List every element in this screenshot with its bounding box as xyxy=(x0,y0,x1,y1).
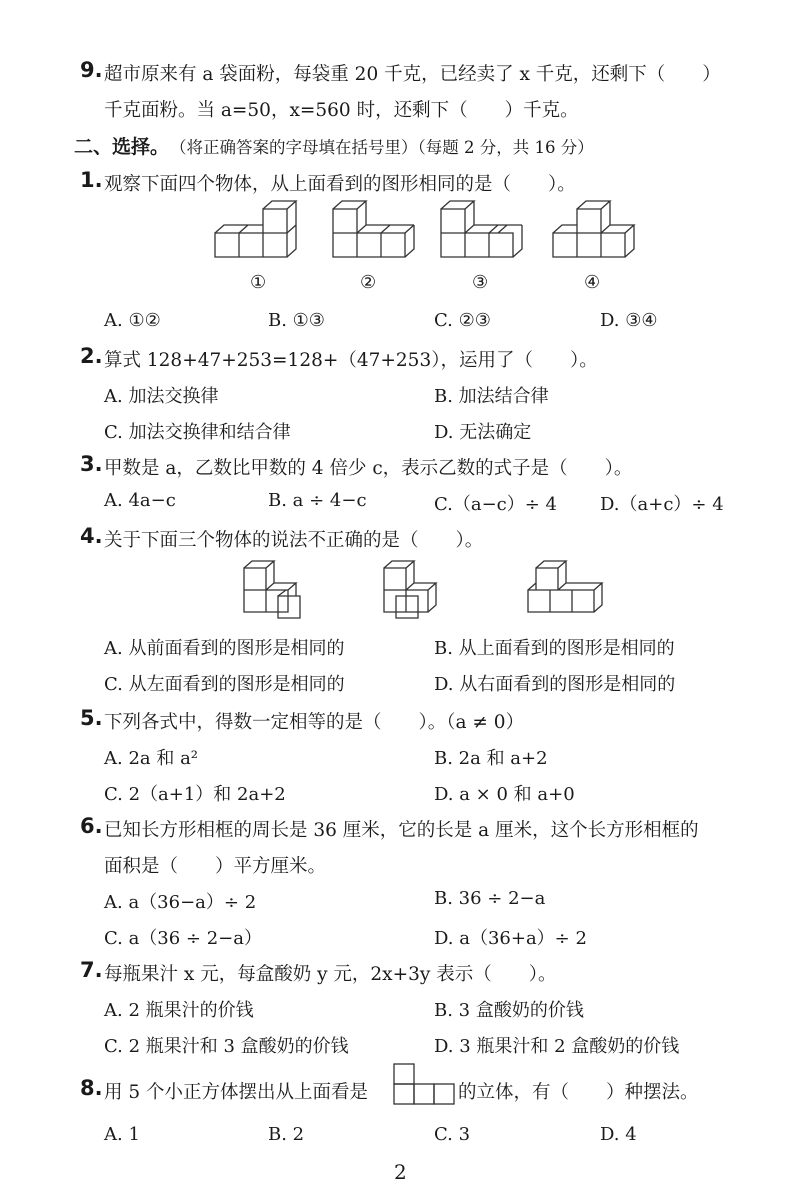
q1-option-a: A. ①② xyxy=(104,310,161,331)
q7-option-d: D. 3 瓶果汁和 2 盒酸奶的价钱 xyxy=(434,1036,680,1057)
question-2-number: 2. xyxy=(80,344,103,368)
q5-option-b: B. 2a 和 a+2 xyxy=(434,748,548,769)
question-9-line-2: 千克面粉。当 a=50，x=560 时，还剩下（ ）千克。 xyxy=(104,100,579,121)
q8-option-b: B. 2 xyxy=(268,1124,305,1145)
q4-option-d: D. 从右面看到的图形是相同的 xyxy=(434,674,676,695)
question-4-text: 关于下面三个物体的说法不正确的是（ ）。 xyxy=(104,530,484,551)
q5-option-a: A. 2a 和 a² xyxy=(104,748,199,769)
q1-label-1: ① xyxy=(250,272,267,293)
question-1-number: 1. xyxy=(80,168,103,192)
q1-option-b: B. ①③ xyxy=(268,310,325,331)
question-8-text-before: 用 5 个小正方体摆出从上面看是 xyxy=(104,1082,369,1103)
section-2-note: （将正确答案的字母填在括号里）（每题 2 分，共 16 分） xyxy=(170,138,594,157)
q3-option-b: B. a ÷ 4−c xyxy=(268,490,367,511)
q1-option-c: C. ②③ xyxy=(434,310,491,331)
section-2-title: 二、选择。 xyxy=(74,136,170,158)
q3-option-d: D.（a+c）÷ 4 xyxy=(600,494,724,515)
q1-label-3: ③ xyxy=(472,272,489,293)
question-7-number: 7. xyxy=(80,958,103,982)
question-3-number: 3. xyxy=(80,452,103,476)
q6-option-d: D. a（36+a）÷ 2 xyxy=(434,928,587,949)
question-5-text: 下列各式中，得数一定相等的是（ ）。（a ≠ 0） xyxy=(104,712,525,733)
page-number: 2 xyxy=(394,1160,407,1184)
question-8-text-after: 的立体，有（ ）种摆法。 xyxy=(458,1082,699,1103)
question-6-number: 6. xyxy=(80,814,103,838)
q3-option-a: A. 4a−c xyxy=(104,490,176,511)
q5-option-d: D. a × 0 和 a+0 xyxy=(434,784,575,805)
q4-figure-3 xyxy=(528,561,602,612)
q1-option-d: D. ③④ xyxy=(600,310,658,331)
q1-figure-3 xyxy=(441,201,522,257)
question-3-text: 甲数是 a，乙数比甲数的 4 倍少 c，表示乙数的式子是（ ）。 xyxy=(104,458,633,479)
question-7-text: 每瓶果汁 x 元，每盒酸奶 y 元，2x+3y 表示（ ）。 xyxy=(104,964,557,985)
q8-option-c: C. 3 xyxy=(434,1124,471,1145)
q2-option-b: B. 加法结合律 xyxy=(434,386,549,407)
question-9-number: 9. xyxy=(80,58,103,82)
question-8-number: 8. xyxy=(80,1076,103,1100)
q8-top-view-icon xyxy=(392,1062,456,1108)
q7-option-a: A. 2 瓶果汁的价钱 xyxy=(104,1000,254,1021)
q8-option-a: A. 1 xyxy=(104,1124,140,1145)
q4-figure-2 xyxy=(384,561,436,618)
question-2-text: 算式 128+47+253=128+（47+253），运用了（ ）。 xyxy=(104,350,598,371)
q2-option-d: D. 无法确定 xyxy=(434,422,532,443)
q6-option-a: A. a（36−a）÷ 2 xyxy=(104,892,257,913)
q7-option-b: B. 3 盒酸奶的价钱 xyxy=(434,1000,584,1021)
question-1-text: 观察下面四个物体，从上面看到的图形相同的是（ ）。 xyxy=(104,174,576,195)
q1-figure-4 xyxy=(553,201,634,257)
q1-figure-2 xyxy=(333,201,414,257)
q5-option-c: C. 2（a+1）和 2a+2 xyxy=(104,784,286,805)
q3-option-c: C.（a−c）÷ 4 xyxy=(434,494,558,515)
question-6-line-2: 面积是（ ）平方厘米。 xyxy=(104,856,327,877)
question-5-number: 5. xyxy=(80,706,103,730)
question-6-line-1: 已知长方形相框的周长是 36 厘米，它的长是 a 厘米，这个长方形相框的 xyxy=(104,820,699,841)
q6-option-b: B. 36 ÷ 2−a xyxy=(434,888,546,909)
q2-option-c: C. 加法交换律和结合律 xyxy=(104,422,291,443)
q1-label-2: ② xyxy=(360,272,377,293)
q4-option-c: C. 从左面看到的图形是相同的 xyxy=(104,674,345,695)
q1-cube-figures xyxy=(210,200,650,270)
q4-cube-figures xyxy=(240,560,620,620)
question-4-number: 4. xyxy=(80,524,103,548)
q4-option-b: B. 从上面看到的图形是相同的 xyxy=(434,638,675,659)
q7-option-c: C. 2 瓶果汁和 3 盒酸奶的价钱 xyxy=(104,1036,349,1057)
q2-option-a: A. 加法交换律 xyxy=(104,386,219,407)
q1-figure-1 xyxy=(215,201,296,257)
q4-figure-1 xyxy=(244,561,300,618)
question-9-line-1: 超市原来有 a 袋面粉，每袋重 20 千克，已经卖了 x 千克，还剩下（ ） xyxy=(104,64,721,85)
q6-option-c: C. a（36 ÷ 2−a） xyxy=(104,928,263,949)
q4-option-a: A. 从前面看到的图形是相同的 xyxy=(104,638,345,659)
q8-option-d: D. 4 xyxy=(600,1124,637,1145)
q1-label-4: ④ xyxy=(584,272,601,293)
